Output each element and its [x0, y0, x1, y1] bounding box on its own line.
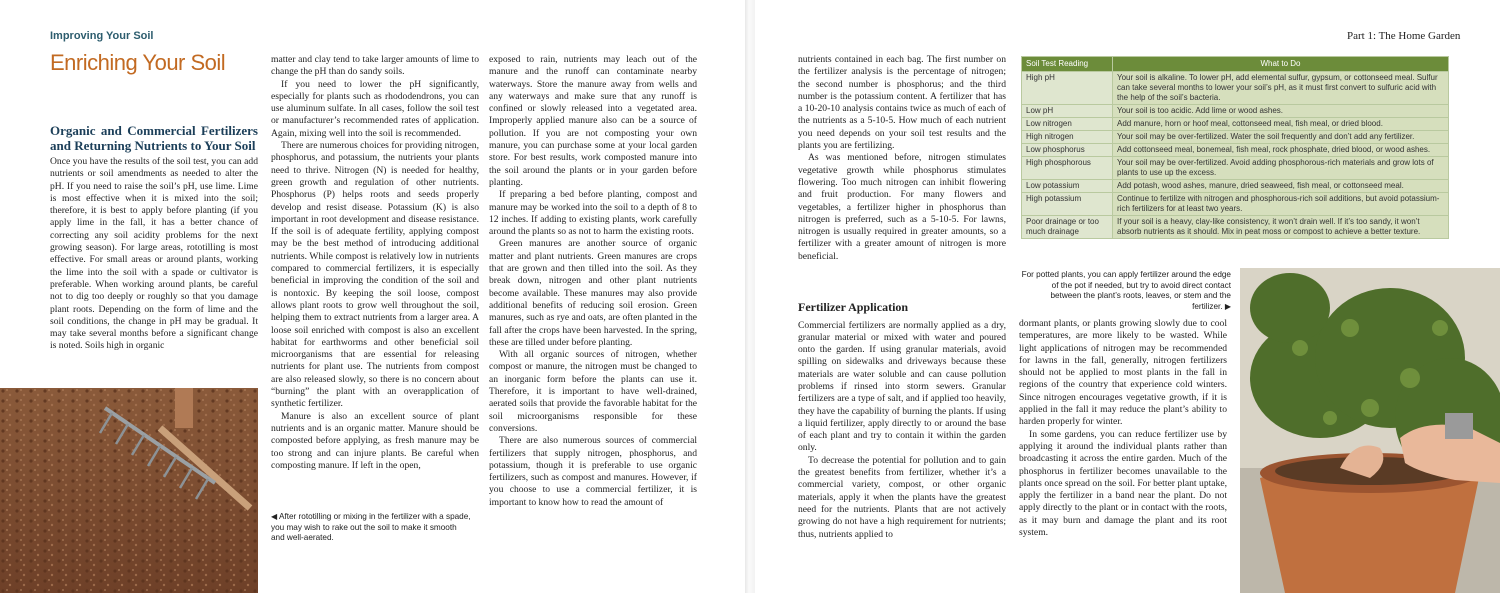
paragraph: Green manures are another source of organic matter and plant nutrients. Green manures are crops that are grown and then tilled into the soil. As they break down, nitrogen and other plant nutrients become available. These manures may also provide additional benefits of reducing soil erosion. Green manures, such as rye and oats, are often planted in the fall after the crops have been harvested. In the spring, these are tilled under before planting. — [489, 238, 697, 348]
text-column-2 — [1019, 318, 1227, 539]
paragraph: matter and clay tend to take larger amounts of lime to change the pH than do sandy soils. — [271, 54, 479, 78]
what-to-do-cell: Your soil is too acidic. Add lime or wood ashes. — [1113, 105, 1449, 118]
section-heading: Fertilizer Application — [798, 300, 909, 314]
what-to-do-cell: Your soil is alkaline. To lower pH, add elemental sulfur, gypsum, or cottonseed meal. Sulfur can take several months to lower your soil’s pH, as it must first convert to sulfuric acid with the help of the soil’s bacteria. — [1113, 72, 1449, 105]
paragraph: Once you have the results of the soil test, you can add nutrients or soil amendments as needed to alter the pH. If you need to raise the soil’s pH, use lime. Lime is most effective when it is mixed into the soil; therefore, it is best to apply before planting (if you apply lime in the fall, it has a better chance of correcting any soil acidity problems for the next growing season). For large areas, rototilling is most effective. For small areas or around plants, working the lime into the soil with a spade or cultivator is preferable. When working around plants, be careful not to dig too deeply or roughly so that you damage plant roots. Depending on the form of lime and the soil conditions, the change in pH may be gradual. It may take several months before a significant change is noted. Soils high in organic — [50, 156, 258, 352]
what-to-do-cell: Add manure, horn or hoof meal, cottonseed meal, fish meal, or dried blood. — [1113, 118, 1449, 131]
table-row — [1022, 131, 1449, 144]
soil-reading-cell: Low nitrogen — [1022, 118, 1113, 131]
what-to-do-cell: If your soil is a heavy, clay-like consistency, it won’t drain well. If it’s too sandy, it won’t absorb nutrients as it should. Mix in peat moss or compost to achieve a better texture. — [1113, 216, 1449, 239]
paragraph: nutrients contained in each bag. The first number on the fertilizer analysis is the percentage of nitrogen; the second number is phosphorus; and the third number is the potassium content. A fertilizer that has a 10-20-10 analysis contains twice as much of each of the nutrients as a 5-10-5. How much of each nutrient you need depends on your soil test results and the plants you are fertilizing. — [798, 54, 1006, 152]
paragraph: There are also numerous sources of commercial fertilizers that supply nitrogen, phosphorus, and potassium, though it is preferable to use organic fertilizers, such as compost and manures. However, if you choose to use a commercial fertilizer, it is important to know how to read the amount of — [489, 435, 697, 508]
what-to-do-cell: Add potash, wood ashes, manure, dried seaweed, fish meal, or cottonseed meal. — [1113, 180, 1449, 193]
triangle-left-icon: ◀ — [271, 512, 278, 521]
table-header: What to Do — [1113, 57, 1449, 72]
book-gutter — [745, 0, 755, 593]
paragraph: dormant plants, or plants growing slowly due to cool temperatures, are more likely to be wasted. While light applications of nitrogen may be recommended for lawns in the fall, generally, nitrogen fertilizers should not be applied to most plants in the fall in regions of the country that experience cold winters. Since nitrogen encourages vegetative growth, if it is applied in the fall it may reduce the plant’s ability to harden properly for winter. — [1019, 318, 1227, 428]
paragraph: Manure is also an excellent source of plant nutrients and is an organic matter. Manure should be composted before applying, as fresh manure may be too strong and can injure plants. Be careful when composting manure. If left in the open, — [271, 410, 479, 471]
soil-reading-cell: Low potassium — [1022, 180, 1113, 193]
paragraph: exposed to rain, nutrients may leach out of the manure and the runoff can contaminate nearby waterways. Store the manure away from wells and any waterways and make sure that any runoff is confined or slowly released into a vegetated area. Improperly applied manure also can be a source of pollution. If you are not composting your own manure, you can purchase some at your local garden store. For best results, work composted manure into the soil around the plants or in your garden before planting. — [489, 54, 697, 188]
running-head: Improving Your Soil — [50, 30, 154, 42]
table-header: Soil Test Reading — [1022, 57, 1113, 72]
caption-text: For potted plants, you can apply fertilizer around the edge of the pot if needed, but try to avoid direct contact between the plant’s roots, leaves, or stem and the fertilizer. — [1021, 270, 1231, 311]
table-row — [1022, 118, 1449, 131]
table-row — [1022, 180, 1449, 193]
left-photo-caption — [271, 512, 471, 544]
text-column-3 — [489, 54, 697, 509]
soil-reading-cell: High nitrogen — [1022, 131, 1113, 144]
triangle-right-icon: ▶ — [1224, 301, 1231, 311]
table-row — [1022, 72, 1449, 105]
soil-reading-cell: Poor drainage or too much drainage — [1022, 216, 1113, 239]
what-to-do-cell: Your soil may be over-fertilized. Avoid adding phosphorous-rich materials and grow lots of plants to use up the excess. — [1113, 157, 1449, 180]
soil-reading-cell: High phosphorous — [1022, 157, 1113, 180]
table-row — [1022, 157, 1449, 180]
soil-reading-cell: Low pH — [1022, 105, 1113, 118]
soil-reading-cell: Low phosphorus — [1022, 144, 1113, 157]
potted-plant-photo — [1240, 268, 1500, 593]
text-column-2 — [271, 54, 479, 472]
table-row — [1022, 105, 1449, 118]
what-to-do-cell: Add cottonseed meal, bonemeal, fish meal, rock phosphate, dried blood, or wood ashes. — [1113, 144, 1449, 157]
text-column-1 — [50, 124, 258, 353]
running-head: Part 1: The Home Garden — [1347, 30, 1461, 42]
paragraph: There are numerous choices for providing nitrogen, phosphorus, and potassium, the nutrients your plants need to thrive. Nitrogen (N) is needed for healthy, green growth and regulation of other nutrients. Phosphorus (P) helps roots and seeds properly develop and resist disease. Potassium (K) is also important in root development and disease resistance. If the soil is of adequate fertility, applying compost may be the best method of introducing additional nutrients. While compost is relatively low in nutrients compared to commercial fertilizers, it is especially beneficial in improving the condition of the soil and is nontoxic. By keeping the soil loose, compost allows plant roots to grow well throughout the soil, helping them to extract nutrients from a larger area. A loose soil enriched with compost is also an excellent habitat for earthworms and other beneficial soil microorganisms that are essential for releasing nutrients for plant use. The nutrients from compost are also released slowly, so there is no concern about “burning” the plant with an overapplication of synthetic fertilizer. — [271, 140, 479, 410]
what-to-do-cell: Continue to fertilize with nitrogen and phosphorous-rich soil additions, but avoid potassium-rich fertilizers for at least two years. — [1113, 193, 1449, 216]
paragraph: To decrease the potential for pollution and to gain the greatest benefits from fertilizer, whether it’s a commercial variety, compost, or other organic materials, apply it when the plants have the greatest need for the nutrients. Plants that are not actively growing do not have a high requirement for nutrients; thus, nutrients applied to — [798, 454, 1006, 540]
what-to-do-cell: Your soil may be over-fertilized. Water the soil frequently and don’t add any fertilizer. — [1113, 131, 1449, 144]
right-photo-caption — [1021, 270, 1231, 312]
chapter-title: Enriching Your Soil — [50, 50, 226, 75]
table-row — [1022, 216, 1449, 239]
paragraph: In some gardens, you can reduce fertilizer use by applying it around the individual plants rather than broadcasting it across the entire garden. Much of the phosphorus in fertilizer becomes unavailable to the plants once spread on the soil. For better plant uptake, apply the fertilizer in a band near the plant. Do not apply directly to the plant or in contact with the roots, as it may burn and damage the plant and its root system. — [1019, 428, 1227, 539]
soil-reading-cell: High potassium — [1022, 193, 1113, 216]
right-page — [755, 0, 1500, 593]
soil-rake-photo — [0, 388, 258, 593]
paragraph: As was mentioned before, nitrogen stimulates vegetative growth while phosphorus stimulates flowering. Too much nitrogen can inhibit flowering and fruit production. For many flowers and vegetables, a fertilizer higher in phosphorus than nitrogen is preferred, such as a 5-10-5. For lawns, nitrogen is usually required in greater amounts, so a fertilizer with a greater amount of nitrogen is more beneficial. — [798, 152, 1006, 262]
table-row — [1022, 144, 1449, 157]
table-row — [1022, 193, 1449, 216]
text-column-1-top — [798, 54, 1006, 263]
text-column-1-bottom — [798, 300, 1006, 541]
paragraph: If you need to lower the pH significantly, especially for plants such as rhododendrons, you can use aluminum sulfate. In all cases, follow the soil test or manufacturer’s recommended rates of application. Again, mixing well into the soil is recommended. — [271, 78, 479, 139]
soil-test-table — [1021, 56, 1449, 239]
section-heading: Organic and Commercial Fertilizers and Returning Nutrients to Your Soil — [50, 123, 258, 153]
soil-reading-cell: High pH — [1022, 72, 1113, 105]
paragraph: Commercial fertilizers are normally applied as a dry, granular material or mixed with water and poured onto the garden. If using granular materials, avoid spilling on sidewalks and driveways because these materials are water soluble and can cause pollution problems if rinsed into storm sewers. Granular fertilizers are a type of salt, and if applied too heavily, they have the capability of burning the plants. If using a liquid fertilizer, apply directly to or around the base of each plant and try to contain it within the garden only. — [798, 319, 1006, 454]
paragraph: With all organic sources of nitrogen, whether compost or manure, the nitrogen must be changed to an inorganic form before the plants can use it. Therefore, it is important to have well-drained, aerated soils that provide the favorable habitat for the soil microorganisms responsible for these conversions. — [489, 349, 697, 434]
left-page — [0, 0, 745, 593]
paragraph: If preparing a bed before planting, compost and manure may be worked into the soil to a depth of 8 to 12 inches. If adding to existing plants, work carefully around the plants so as not to harm the existing roots. — [489, 189, 697, 238]
caption-text: After rototilling or mixing in the fertilizer with a spade, you may wish to rake out the soil to make it smooth and well-aerated. — [271, 512, 471, 542]
